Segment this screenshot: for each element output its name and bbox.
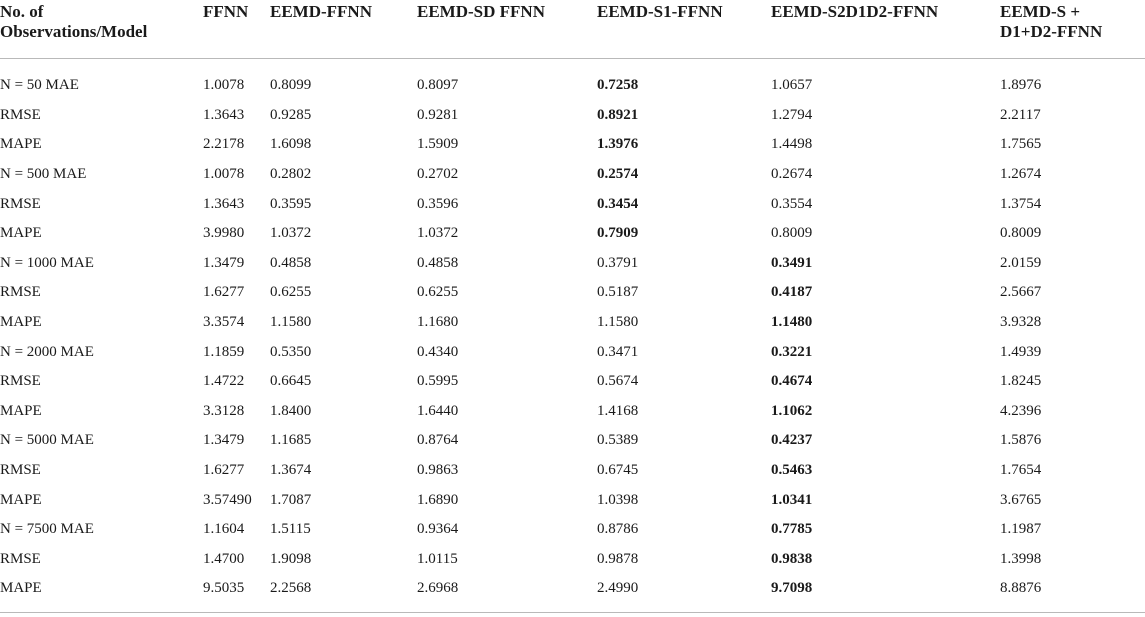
- table-cell: 1.3998: [1000, 550, 1042, 567]
- row-label: RMSE: [0, 284, 41, 301]
- table-cell: 0.8099: [270, 77, 312, 94]
- table-cell: 9.5035: [203, 574, 270, 612]
- row-label: RMSE: [0, 462, 41, 479]
- row-label: N = 500 MAE: [0, 166, 87, 183]
- row-label: MAPE: [0, 314, 42, 331]
- table-cell-best: 0.7785: [771, 521, 813, 538]
- table-row: [0, 249, 1145, 279]
- table-cell: 2.0159: [1000, 254, 1042, 271]
- row-label: MAPE: [0, 225, 42, 242]
- table-cell: 2.5667: [1000, 284, 1042, 301]
- table-cell: 1.0398: [597, 491, 639, 508]
- table-cell: 1.6277: [203, 284, 245, 301]
- table-row: [0, 426, 1145, 456]
- table-cell: 0.3595: [270, 195, 312, 212]
- table-cell: 1.4700: [203, 550, 245, 567]
- table-cell-best: 0.3454: [597, 195, 639, 212]
- table-cell: 3.9980: [203, 225, 245, 242]
- table-cell: 1.0078: [203, 166, 245, 183]
- row-label: MAPE: [0, 136, 42, 153]
- column-header-line: EEMD-S2D1D2-FFNN: [771, 2, 939, 21]
- table-cell: 0.3471: [597, 343, 639, 360]
- table-cell: 1.7565: [1000, 136, 1042, 153]
- table-cell: 0.6645: [270, 373, 312, 390]
- table-cell: 4.2396: [1000, 402, 1042, 419]
- table-cell: 2.6968: [417, 574, 597, 612]
- table-cell: 0.6255: [417, 284, 459, 301]
- table-cell: 1.3479: [203, 432, 245, 449]
- table-cell: 1.0372: [270, 225, 312, 242]
- table-cell: 1.3754: [1000, 195, 1042, 212]
- row-label: N = 50 MAE: [0, 77, 79, 94]
- table-cell: 1.1987: [1000, 521, 1042, 538]
- table-cell: 2.4990: [597, 574, 771, 612]
- table-row: [0, 574, 1145, 612]
- column-header-line: D1+D2-FFNN: [1000, 22, 1103, 41]
- table-cell: 0.8009: [771, 225, 813, 242]
- table-cell: 0.5389: [597, 432, 639, 449]
- column-header: [0, 0, 203, 59]
- table-cell: 0.5674: [597, 373, 639, 390]
- table-cell: 2.2178: [203, 136, 245, 153]
- table-cell-best: 1.0341: [771, 491, 813, 508]
- table-cell: 1.0657: [771, 77, 813, 94]
- table-cell-best: 0.3491: [771, 254, 813, 271]
- table-cell: 2.2117: [1000, 106, 1041, 123]
- table-cell: 1.0372: [417, 225, 459, 242]
- table-cell-best: 0.4237: [771, 432, 813, 449]
- table-cell: 0.3554: [771, 195, 813, 212]
- table-cell: 0.2702: [417, 166, 459, 183]
- table-row: [0, 456, 1145, 486]
- table-row: [0, 278, 1145, 308]
- table-cell: 1.1680: [417, 314, 459, 331]
- table-cell-best: 0.3221: [771, 343, 813, 360]
- table-cell-best: 1.1480: [771, 314, 813, 331]
- row-label: MAPE: [0, 491, 42, 508]
- table-cell: 0.8764: [417, 432, 459, 449]
- table-cell: 1.3479: [203, 254, 245, 271]
- column-header-line: EEMD-SD FFNN: [417, 2, 545, 21]
- table-cell: 0.9285: [270, 106, 312, 123]
- column-header: [417, 0, 597, 59]
- table-row: [0, 545, 1145, 575]
- table-cell: 1.0078: [203, 77, 245, 94]
- table-body: [0, 59, 1145, 613]
- table-cell-best: 0.4187: [771, 284, 813, 301]
- table-cell: 1.1580: [597, 314, 639, 331]
- table-cell: 1.3643: [203, 195, 245, 212]
- table-row: [0, 485, 1145, 515]
- column-header: [270, 0, 417, 59]
- table-cell-best: 0.2574: [597, 166, 639, 183]
- table-cell: 1.7087: [270, 491, 312, 508]
- table-cell: 1.4168: [597, 402, 639, 419]
- table-cell: 0.9281: [417, 106, 459, 123]
- table-cell: 1.0115: [417, 550, 458, 567]
- row-label: RMSE: [0, 550, 41, 567]
- table-cell: 1.2794: [771, 106, 813, 123]
- table-cell: 1.1604: [203, 521, 245, 538]
- column-header: [203, 0, 270, 59]
- table-cell: 0.8009: [1000, 225, 1042, 242]
- column-header-line: EEMD-S1-FFNN: [597, 2, 723, 21]
- table-row: [0, 130, 1145, 160]
- table-cell: 1.4722: [203, 373, 245, 390]
- table-cell: 0.8097: [417, 77, 459, 94]
- table-row: [0, 101, 1145, 131]
- table-row: [0, 59, 1145, 101]
- table-cell: 1.6890: [417, 491, 459, 508]
- column-header-line: FFNN: [203, 2, 249, 21]
- table-cell: 3.9328: [1000, 314, 1042, 331]
- table-cell: 1.6277: [203, 462, 245, 479]
- table-cell: 0.2674: [771, 166, 813, 183]
- table-cell: 1.7654: [1000, 462, 1042, 479]
- table-cell: 0.4858: [270, 254, 312, 271]
- column-header: [1000, 0, 1145, 59]
- table-row: [0, 397, 1145, 427]
- table-cell: 0.5995: [417, 373, 459, 390]
- table-cell: 0.9863: [417, 462, 459, 479]
- table-cell: 1.8976: [1000, 77, 1042, 94]
- column-header-line: EEMD-FFNN: [270, 2, 372, 21]
- table-row: [0, 308, 1145, 338]
- table-row: [0, 515, 1145, 545]
- table-cell: 1.5115: [270, 521, 311, 538]
- table-cell: 1.3674: [270, 462, 312, 479]
- table-cell: 1.9098: [270, 550, 312, 567]
- row-label: N = 2000 MAE: [0, 343, 94, 360]
- table-cell: 0.5350: [270, 343, 312, 360]
- row-label: RMSE: [0, 373, 41, 390]
- table-cell: 0.4858: [417, 254, 459, 271]
- table-row: [0, 367, 1145, 397]
- table-cell: 0.6255: [270, 284, 312, 301]
- column-header: [771, 0, 1000, 59]
- column-header-line: Observations/Model: [0, 22, 148, 41]
- column-header-line: No. of: [0, 2, 44, 21]
- table-cell: 1.1685: [270, 432, 312, 449]
- table-cell-best: 0.7258: [597, 77, 639, 94]
- table-cell: 1.2674: [1000, 166, 1042, 183]
- table-row: [0, 337, 1145, 367]
- table-cell: 1.6440: [417, 402, 459, 419]
- table-cell: 0.3791: [597, 254, 639, 271]
- table-cell-best: 1.1062: [771, 402, 813, 419]
- row-label: MAPE: [0, 402, 42, 419]
- table-cell-best: 0.5463: [771, 462, 813, 479]
- row-label: N = 7500 MAE: [0, 521, 94, 538]
- table-row: [0, 189, 1145, 219]
- table-cell: 3.3574: [203, 314, 245, 331]
- table-cell: 0.9364: [417, 521, 459, 538]
- table-cell: 3.57490: [203, 491, 252, 508]
- row-label: RMSE: [0, 106, 41, 123]
- column-header-line: EEMD-S +: [1000, 2, 1081, 21]
- table-cell-best: 0.4674: [771, 373, 813, 390]
- table-cell: 1.1859: [203, 343, 245, 360]
- table-row: [0, 219, 1145, 249]
- table-cell: 2.2568: [270, 574, 417, 612]
- table-cell: 1.3643: [203, 106, 245, 123]
- table-cell: 1.4498: [771, 136, 813, 153]
- row-label: MAPE: [0, 574, 203, 612]
- table-cell: 3.3128: [203, 402, 245, 419]
- table-cell: 1.4939: [1000, 343, 1042, 360]
- table-cell: 0.5187: [597, 284, 639, 301]
- table-header-row: [0, 0, 1145, 59]
- table-cell: 3.6765: [1000, 491, 1042, 508]
- table-cell: 0.6745: [597, 462, 639, 479]
- table-cell: 1.1580: [270, 314, 312, 331]
- table-cell: 1.5876: [1000, 432, 1042, 449]
- table-cell: 0.2802: [270, 166, 312, 183]
- table-cell-best: 0.7909: [597, 225, 639, 242]
- table-cell: 1.5909: [417, 136, 459, 153]
- table-cell: 0.3596: [417, 195, 459, 212]
- table-cell: 8.8876: [1000, 574, 1145, 612]
- table-cell-best: 0.9838: [771, 550, 813, 567]
- row-label: N = 1000 MAE: [0, 254, 94, 271]
- table-cell-best: 1.3976: [597, 136, 639, 153]
- table-cell: 0.9878: [597, 550, 639, 567]
- table-cell: 1.6098: [270, 136, 312, 153]
- table-cell: 0.4340: [417, 343, 459, 360]
- table-cell: 1.8245: [1000, 373, 1042, 390]
- table-cell-best: 0.8921: [597, 106, 639, 123]
- table-row: [0, 160, 1145, 190]
- table-cell: 1.8400: [270, 402, 312, 419]
- row-label: N = 5000 MAE: [0, 432, 94, 449]
- table-cell: 0.8786: [597, 521, 639, 538]
- table-cell-best: 9.7098: [771, 574, 1000, 612]
- column-header: [597, 0, 771, 59]
- row-label: RMSE: [0, 195, 41, 212]
